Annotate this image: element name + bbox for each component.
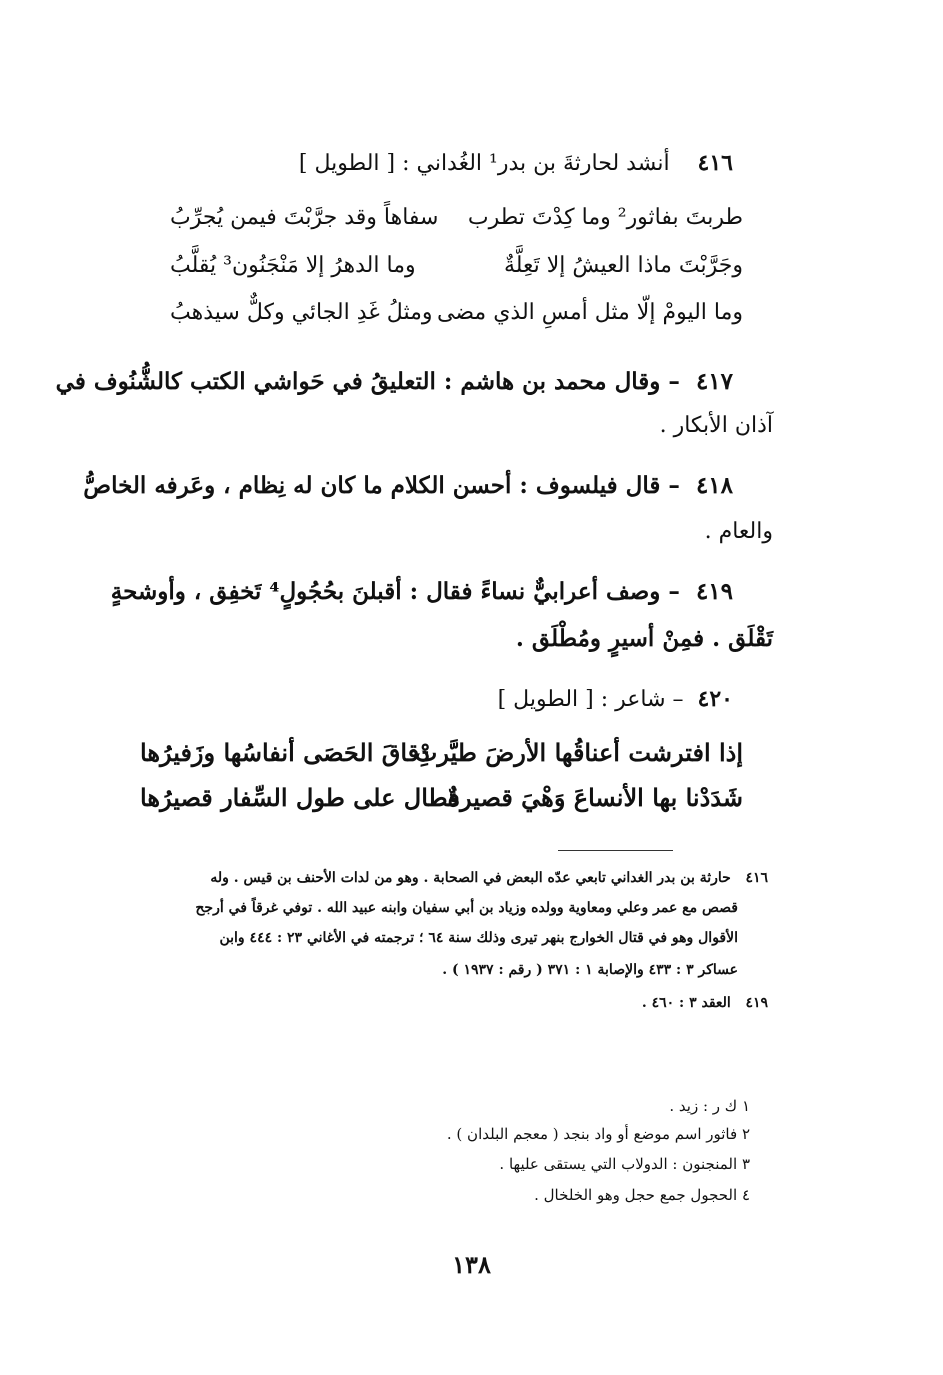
note-line: الأقوال وهو في قتال الخوارج بنهر تيرى وذلك سنة ٦٤ ؛ ترجمته في الأغاني ٢٣ : ٤٤٤ وابن (219, 930, 738, 946)
note-line: العقد ٣ : ٤٦٠ . (641, 995, 731, 1011)
entry-number: ٤١٨ (695, 472, 733, 499)
entry-number: ٤٢٠ (697, 686, 733, 712)
entry-number: ٤١٧ (695, 368, 733, 395)
entry-text: – وصف أعرابيٌّ نساءً فقال : أقبلنَ بحُجُولٍ⁴ تَخفِق ، وأوشحةٍ (110, 578, 680, 605)
verse-row (0, 300, 943, 334)
entry-number: ٤١٩ (695, 578, 733, 605)
verse-right-hemistich: إذا افترشت أعناقُها الأرضَ طيَّرتْ (414, 738, 743, 767)
note-419 (642, 995, 768, 1011)
entry-417-continuation: آذان الأبكار . (659, 413, 773, 438)
verse-row (0, 253, 943, 287)
verse-row (0, 205, 943, 239)
footnote-2: ٢ فاثور اسم موضع أو واد بنجد ( معجم البلدان ) . (446, 1125, 750, 1143)
verse-row (0, 738, 943, 774)
verse-right-hemistich: وما اليومْ إلّا مثل أمسِ الذي مضى (437, 300, 743, 325)
entry-text: – وقال محمد بن هاشم : التعليقُ في حَواشي الكتب كالشُّنُوف في (55, 368, 680, 395)
verse-left-hemistich: دِقاقَ الحَصَى أنفاسُها وزَفيرُها (140, 738, 430, 767)
entry-418-line (83, 472, 733, 499)
entry-420-heading (498, 686, 733, 712)
entry-417-line (56, 368, 733, 395)
note-line: قصص مع عمر وعلي ومعاوية وولده وزياد بن أبي سفيان وابنه عبيد الله . توفي غرقاً في أرجح (195, 900, 738, 916)
note-line: حارثة بن بدر الغداني تابعي عدّه البعض في الصحابة . وهو من لدات الأحنف بن قيس . وله (210, 870, 731, 886)
footnote-3: ٣ المنجنون : الدولاب التي يستقى عليها . (499, 1155, 750, 1173)
page-number: ١٣٨ (452, 1250, 491, 1279)
note-ref: ٤١٩ (745, 995, 768, 1011)
verse-left-hemistich: وما الدهرُ إلا مَنْجَنُون³ يُقلَّبُ (170, 253, 416, 278)
footnote-1: ١ ك ر : زيد . (669, 1097, 750, 1115)
entry-intro: – شاعر : [ الطويل ] (497, 687, 684, 712)
note-line: عساكر ٣ : ٤٣٣ والإصابة ١ : ٣٧١ ( رقم : ١٩٣٧ ) . (442, 962, 738, 978)
verse-left-hemistich: فطال على طول السِّفار قصيرُها (140, 783, 460, 812)
verse-row (0, 783, 943, 819)
note-416 (210, 870, 768, 886)
entry-number: ٤١٦ (697, 150, 733, 176)
entry-text: – قال فيلسوف : أحسن الكلام ما كان له نِظام ، وعَرفه الخاصُّ (83, 472, 680, 499)
entry-intro: أنشد لحارثةَ بن بدر¹ الغُداني : [ الطويل ] (298, 151, 670, 176)
entry-419-line (111, 578, 733, 605)
verse-left-hemistich: ومثلُ غَدِ الجائي وكلٌّ سيذهبُ (170, 300, 433, 325)
footnote-4: ٤ الحجول جمع حجل وهو الخلخال . (534, 1186, 750, 1204)
entry-419-continuation: تَقْلَق . فمِنْ أسيرٍ ومُطْلَق . (515, 625, 773, 652)
verse-right-hemistich: شَدَدْنا بها الأنساعَ وَهْيَ قصيرةٌ (447, 783, 743, 812)
verse-left-hemistich: سفاهاً وقد جرَّبْتَ فيمن يُجرِّبُ (170, 205, 439, 230)
note-ref: ٤١٦ (745, 870, 768, 886)
entry-416-heading (299, 150, 733, 176)
entry-418-continuation: والعام . (704, 519, 773, 544)
separator-line (558, 850, 673, 851)
verse-right-hemistich: طربتَ بفاثور² وما كِدْتَ تطرب (467, 205, 743, 230)
verse-right-hemistich: وجَرَّبْتَ ماذا العيشُ إلا تَعِلَّةٌ (503, 253, 743, 278)
